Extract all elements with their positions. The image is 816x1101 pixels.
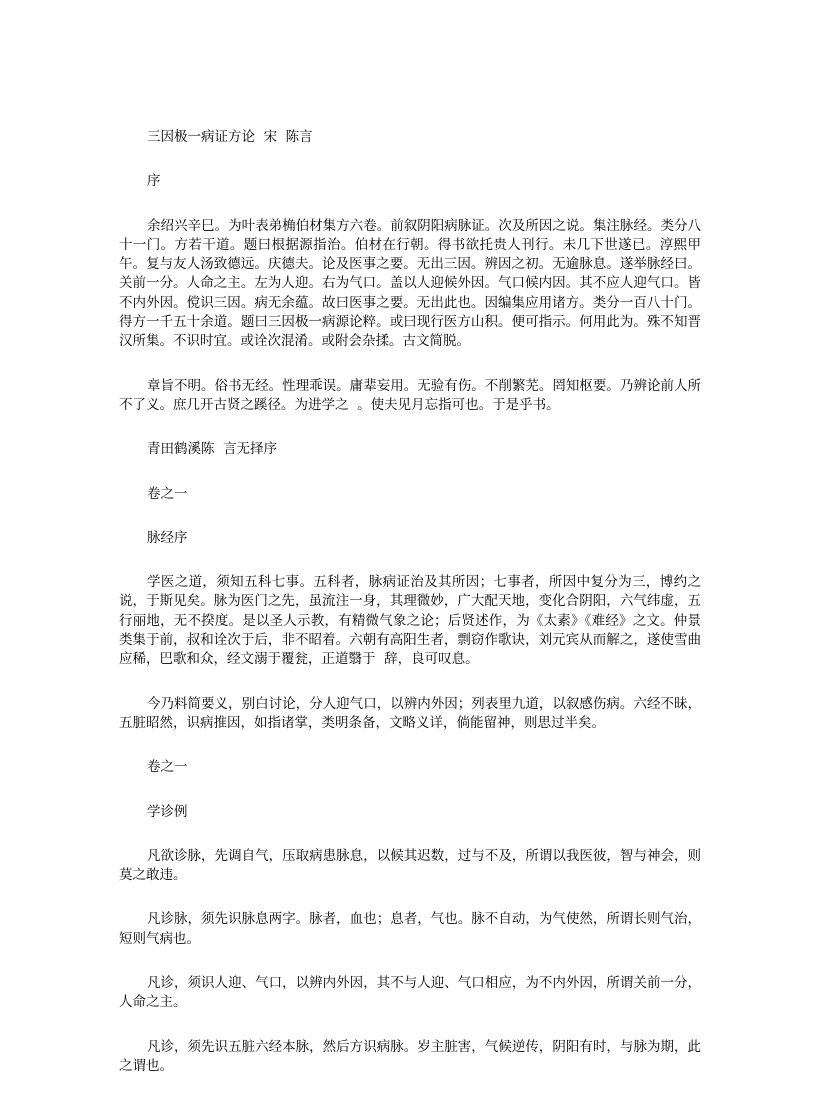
preface-paragraph-1: 余绍兴辛巳。为叶表弟桷伯材集方六卷。前叙阴阳病脉证。次及所因之说。集注脉经。类分八十一门。方若干道。题曰根据源指治。伯材在行朝。得书欲托贵人刊行。未几下世遂已。淳熙甲午。复与友人汤致德远。庆德夫。论及医事之要。无出三因。辨因之初。无逾脉息。遂举脉经曰。关前一分。人命之主。左为人迎。右为气口。盖以人迎候外因。气口候内因。其不应人迎气口。皆不内外因。傥识三因。病无余蕴。故曰医事之要。无出此也。因编集应用诸方。类分一百八十门。得方一千五十余道。题曰三因极一病源论粹。或曰现行医方山积。便可指示。何用此为。殊不知晋汉所集。不识时宜。或诠次混淆。或附会杂揉。古文简脱。 <box>119 217 701 350</box>
preface-heading: 序 <box>147 173 161 190</box>
volume-heading: 卷之一 <box>147 759 188 776</box>
volume-heading: 卷之一 <box>147 485 188 502</box>
diagnosis-paragraph-4: 凡诊，须先识五脏六经本脉，然后方识病脉。岁主脏害，气候逆传，阴阳有时，与脉为期，此之谓也。 <box>119 1038 701 1074</box>
diagnosis-paragraph-1: 凡欲诊脉，先调自气，压取病患脉息，以候其迟数，过与不及，所谓以我医彼，智与神会，则莫之敢违。 <box>119 847 701 884</box>
section-heading-diagnosis: 学诊例 <box>147 803 188 820</box>
diagnosis-paragraph-2: 凡诊脉，须先识脉息两字。脉者，血也；息者，气也。脉不自动，为气使然，所谓长则气治，短则气病也。 <box>119 911 701 947</box>
book-title: 三因极一病证方论 宋 陈言 <box>147 129 313 145</box>
pulse-paragraph-1: 学医之道，须知五科七事。五科者，脉病证治及其所因；七事者，所因中复分为三，博约之说，于斯见矣。脉为医门之先，虽流注一身，其理微妙，广大配天地，变化合阴阳，六气纬虚，五行丽地，无不揆度。是以圣人示教，有精微气象之论；后贤述作，为《太素》《难经》之文。仲景类集于前，叔和诠次于后，非不昭着。六朝有高阳生者，剽窃作歌诀，刘元宾从而解之，遂使雪曲应稀，巴歌和众，经文溺于覆瓮，正道翳于 辞，良可叹息。 <box>119 574 701 668</box>
section-heading-pulse-classic: 脉经序 <box>147 529 188 546</box>
document-page <box>119 128 701 1101</box>
pulse-paragraph-2: 今乃料简要义，别白讨论，分人迎气口，以辨内外因；列表里九道，以叙感伤病。六经不昧，五脏昭然，识病推因，如指诸掌，类明条备，文略义详，倘能留神，则思过半矣。 <box>119 695 701 731</box>
preface-paragraph-2: 章旨不明。俗书无经。性理乖误。庸辈妄用。无验有伤。不削繁芜。罔知枢要。乃辨论前人所不了义。庶几开古贤之蹊径。为进学之 。使夫见月忘指可也。于是乎书。 <box>119 377 701 413</box>
preface-signature: 青田鹤溪陈 言无择序 <box>147 441 278 458</box>
diagnosis-paragraph-3: 凡诊，须识人迎、气口，以辨内外因，其不与人迎、气口相应，为不内外因，所谓关前一分，人命之主。 <box>119 975 701 1011</box>
